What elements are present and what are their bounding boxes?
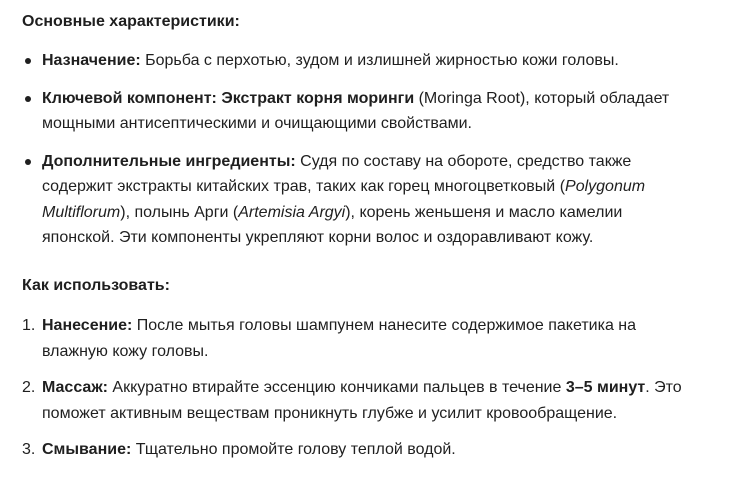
latin-name: Polygonum Multiflorum [42, 178, 646, 221]
bullet-icon [25, 96, 31, 102]
list-item [0, 149, 682, 251]
step-text: Тщательно промойте голову теплой водой. [131, 441, 456, 458]
item-label: Дополнительные ингредиенты: [42, 152, 296, 170]
step-label: Нанесение: [42, 317, 133, 334]
bullet-icon [25, 159, 31, 165]
step-number: 3. [22, 441, 36, 458]
item-text: (Moringa Root), который обладает мощными антисептическими и очищающими свойствами. [42, 89, 670, 132]
duration-emphasis: 3–5 минут [565, 379, 646, 396]
usage-steps-list [0, 313, 682, 463]
step-label: Массаж: [42, 379, 108, 396]
list-item [0, 313, 682, 364]
list-item [0, 48, 682, 74]
item-text: ), корень женьшеня и масло камелии японской. Эти компоненты укрепляют корни волос и оздоравливают кожу. [42, 203, 623, 246]
step-number: 2. [22, 379, 36, 396]
step-text: . Это поможет активным веществам проникнуть глубже и усилит кровообращение. [42, 379, 682, 422]
section-heading-usage: Как использовать: [22, 277, 170, 294]
step-text: После мытья головы шампунем нанесите содержимое пакетика на влажную кожу головы. [42, 317, 637, 360]
item-text: ), полынь Арги ( [120, 203, 239, 221]
list-item [0, 86, 682, 137]
list-item [0, 375, 682, 426]
step-text: Аккуратно втирайте эссенцию кончиками пальцев в течение [107, 379, 566, 396]
features-list [0, 48, 682, 251]
latin-name: Artemisia Argyi [238, 203, 346, 221]
list-item [0, 437, 682, 463]
step-label: Смывание: [42, 441, 132, 458]
item-label: Назначение: [42, 52, 141, 69]
section-heading-features: Основные характеристики: [22, 13, 240, 30]
bullet-icon [25, 58, 31, 64]
item-label: Ключевой компонент: Экстракт корня моринги [42, 89, 415, 107]
item-text: Борьба с перхотью, зудом и излишней жирностью кожи головы. [140, 52, 619, 69]
step-number: 1. [22, 317, 36, 334]
item-text: Судя по составу на обороте, средство также содержит экстракты китайских трав, таких как горец многоцветковый ( [42, 152, 632, 195]
